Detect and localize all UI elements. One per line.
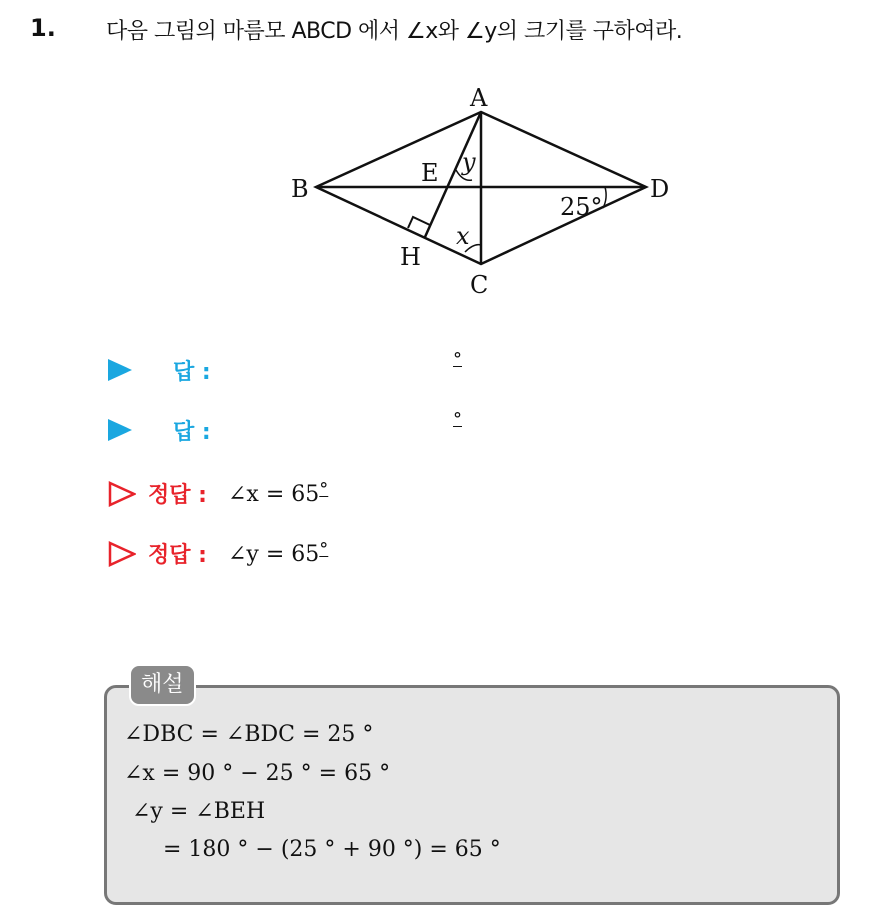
point-h-label: H [400,243,421,271]
angle-x-arc [465,245,481,252]
correct-label: 정답 : [148,542,207,568]
vertex-a-label: A [470,84,488,112]
angle-d-arc [603,187,606,208]
correct-value-unit: ° [319,539,329,560]
answer-unit: ° [453,409,462,430]
rhombus-outline [316,112,646,264]
segment-ah [425,112,481,237]
answer-label: 답 : [173,359,211,385]
solution-box [104,685,840,905]
play-icon [108,359,132,381]
angle-y-label: y [462,148,476,176]
point-e-label: E [421,159,439,187]
angle-y-arc [456,170,472,180]
play-outline-icon [108,541,136,567]
correct-row-2 [108,538,468,568]
answer-label: 답 : [173,419,211,445]
answer-row-2 [108,409,462,445]
correct-label: 정답 : [148,482,207,508]
solution-line-2: ∠x = 90 ° − 25 ° = 65 ° [124,761,391,786]
vertex-b-label: B [291,175,309,203]
angle-d-label: 25° [560,193,603,221]
correct-value-text: ∠x = 65 [228,482,320,507]
solution-tab: 해설 [129,664,196,706]
play-icon [108,419,132,441]
play-outline-icon [108,481,136,507]
question-text: 다음 그림의 마름모 ABCD 에서 ∠x와 ∠y의 크기를 구하여라. [106,19,683,44]
right-angle-marker [408,217,430,228]
solution-line-1: ∠DBC = ∠BDC = 25 ° [124,722,374,747]
answer-row-1 [108,349,462,385]
vertex-c-label: C [470,271,489,299]
correct-value-text: ∠y = 65 [228,542,320,567]
solution-line-4: = 180 ° − (25 ° + 90 °) = 65 ° [163,837,501,862]
correct-value [228,479,328,507]
question-number: 1. [30,14,56,42]
solution-line-3: ∠y = ∠BEH [132,799,266,824]
correct-row-1 [108,478,468,508]
correct-value-unit: ° [319,479,329,500]
answer-unit: ° [453,349,462,370]
vertex-d-label: D [650,175,670,203]
correct-value [228,539,328,567]
angle-x-label: x [456,222,470,250]
